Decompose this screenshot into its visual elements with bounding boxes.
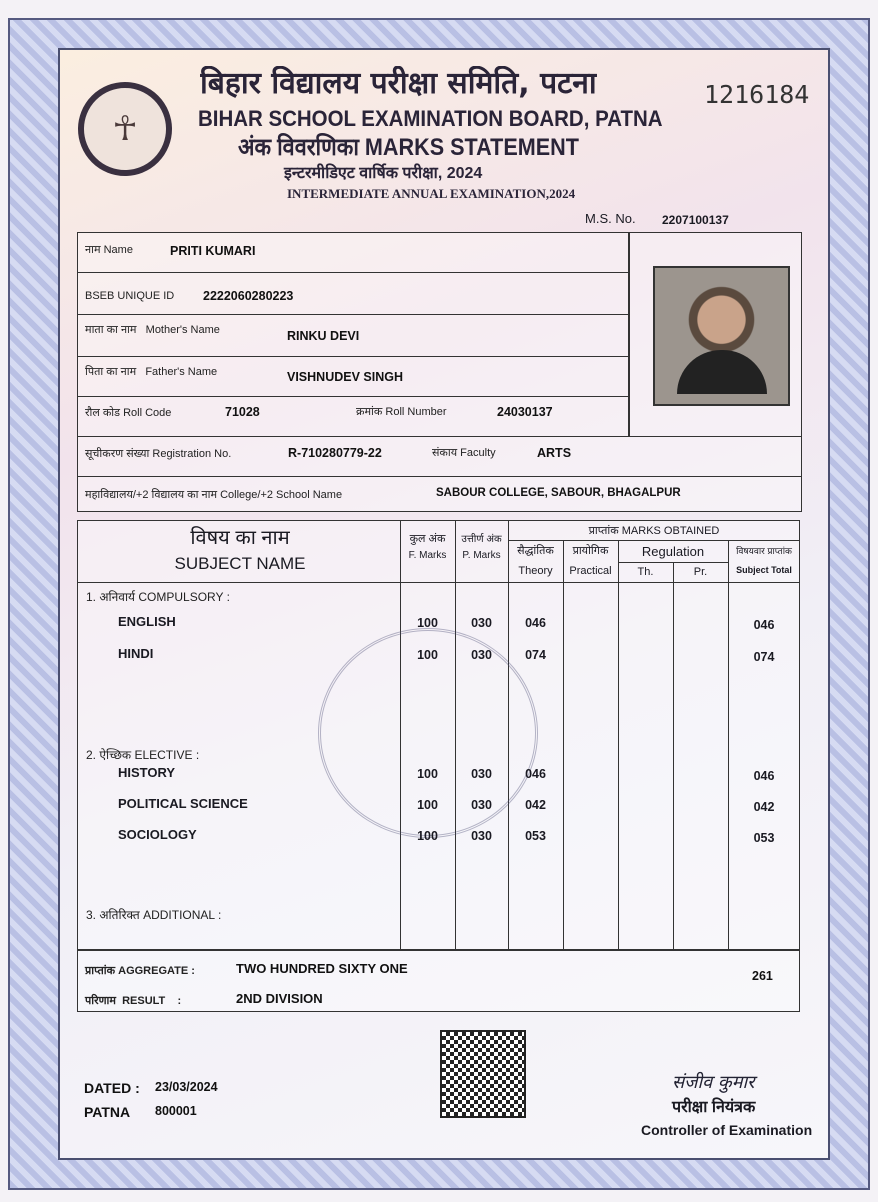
controller-signature: संजीव कुमार	[672, 1072, 755, 1093]
serial-number: 1216184	[704, 80, 810, 109]
qr-code	[440, 1030, 526, 1118]
faculty-label: संकाय Faculty	[432, 447, 496, 459]
fmarks-header: F. Marks	[408, 550, 447, 561]
ms-label: M.S. No.	[585, 211, 636, 226]
pass-marks: 030	[471, 829, 492, 843]
practical-header: Practical	[569, 565, 612, 577]
roll-number: 24030137	[497, 405, 553, 419]
exam-name-hindi: इन्टरमीडिएट वार्षिक परीक्षा, 2024	[284, 165, 483, 182]
subject-total: 053	[753, 831, 775, 845]
regulation-th-header: Th.	[637, 566, 654, 578]
full-marks: 100	[417, 798, 438, 812]
subject-header-hindi: विषय का नाम	[190, 527, 290, 549]
registration-label: सूचीकरण संख्या Registration No.	[85, 448, 232, 460]
aggregate-words: TWO HUNDRED SIXTY ONE	[236, 961, 408, 976]
subject-total: 042	[753, 800, 775, 814]
father-name: VISHNUDEV SINGH	[287, 370, 403, 384]
pass-marks: 030	[471, 798, 492, 812]
subject-name: POLITICAL SCIENCE	[118, 796, 248, 811]
exam-name-english: INTERMEDIATE ANNUAL EXAMINATION,2024	[287, 186, 576, 201]
result-label: परिणाम RESULT :	[85, 995, 182, 1007]
result-division: 2ND DIVISION	[236, 991, 323, 1006]
registration-number: R-710280779-22	[288, 446, 382, 460]
pmarks-header: P. Marks	[462, 550, 501, 561]
result-box	[77, 950, 800, 1012]
compulsory-label: 1. अनिवार्य COMPULSORY :	[86, 590, 230, 604]
controller-title-hindi: परीक्षा नियंत्रक	[672, 1099, 756, 1116]
subject-name: ENGLISH	[118, 614, 176, 629]
subject-total: 046	[753, 769, 775, 783]
marks-obtained-header: प्राप्तांक MARKS OBTAINED	[588, 525, 720, 537]
full-marks: 100	[417, 829, 438, 843]
subject-name: HISTORY	[118, 765, 176, 780]
board-name-hindi: बिहार विद्यालय परीक्षा समिति, पटना	[200, 66, 597, 101]
student-name: PRITI KUMARI	[170, 244, 256, 258]
theory-marks: 046	[525, 616, 546, 630]
fmarks-header-hindi: कुल अंक	[409, 533, 446, 545]
full-marks: 100	[417, 767, 438, 781]
mother-name: RINKU DEVI	[287, 329, 360, 343]
uid-label: BSEB UNIQUE ID	[85, 290, 175, 302]
student-photo	[653, 266, 790, 406]
college-label: महाविद्यालय/+2 विद्यालय का नाम College/+2 School Name	[85, 489, 343, 501]
pass-marks: 030	[471, 648, 492, 662]
elective-label: 2. ऐच्छिक ELECTIVE :	[86, 748, 200, 762]
name-label: नाम Name	[85, 244, 133, 256]
theory-marks: 053	[525, 829, 546, 843]
roll-code: 71028	[225, 405, 260, 419]
ms-number: 2207100137	[662, 213, 729, 227]
pmarks-header-hindi: उत्तीर्ण अंक	[461, 534, 502, 545]
subject-total-header-hindi: विषयवार प्राप्तांक	[736, 546, 792, 556]
subject-total: 074	[753, 650, 775, 664]
subject-name: HINDI	[118, 646, 154, 661]
theory-marks: 046	[525, 767, 546, 781]
place: PATNA	[84, 1104, 131, 1120]
unique-id: 2222060280223	[203, 289, 294, 303]
additional-label: 3. अतिरिक्त ADDITIONAL :	[86, 908, 222, 922]
theory-marks: 042	[525, 798, 546, 812]
subject-name: SOCIOLOGY	[118, 827, 197, 842]
board-seal-logo: ☥	[78, 82, 172, 176]
pin-code: 800001	[155, 1104, 197, 1118]
roll-code-label: रौल कोड Roll Code	[85, 407, 172, 419]
issue-date: 23/03/2024	[155, 1080, 218, 1094]
mother-label: माता का नाम Mother's Name	[85, 324, 220, 336]
board-name-english: BIHAR SCHOOL EXAMINATION BOARD, PATNA	[198, 106, 663, 131]
faculty: ARTS	[537, 446, 572, 460]
full-marks: 100	[417, 616, 438, 630]
controller-title: Controller of Examination	[641, 1122, 813, 1138]
subject-header: SUBJECT NAME	[174, 554, 306, 573]
aggregate-label: प्राप्तांक AGGREGATE :	[85, 965, 195, 977]
full-marks: 100	[417, 648, 438, 662]
father-label: पिता का नाम Father's Name	[85, 366, 218, 378]
subject-total-header: Subject Total	[736, 565, 792, 575]
subject-total: 046	[753, 618, 775, 632]
dated-label: DATED :	[84, 1080, 140, 1096]
theory-marks: 074	[525, 648, 546, 662]
aggregate-total: 261	[752, 969, 773, 983]
pass-marks: 030	[471, 767, 492, 781]
regulation-header: Regulation	[641, 544, 705, 559]
practical-header-hindi: प्रायोगिक	[572, 545, 609, 557]
college-name: SABOUR COLLEGE, SABOUR, BHAGALPUR	[436, 487, 681, 499]
regulation-pr-header: Pr.	[693, 566, 708, 578]
roll-number-label: क्रमांक Roll Number	[356, 406, 447, 418]
theory-header: Theory	[518, 565, 553, 577]
theory-header-hindi: सैद्धांतिक	[517, 545, 554, 557]
pass-marks: 030	[471, 616, 492, 630]
statement-title: अंक विवरणिका MARKS STATEMENT	[238, 134, 579, 161]
